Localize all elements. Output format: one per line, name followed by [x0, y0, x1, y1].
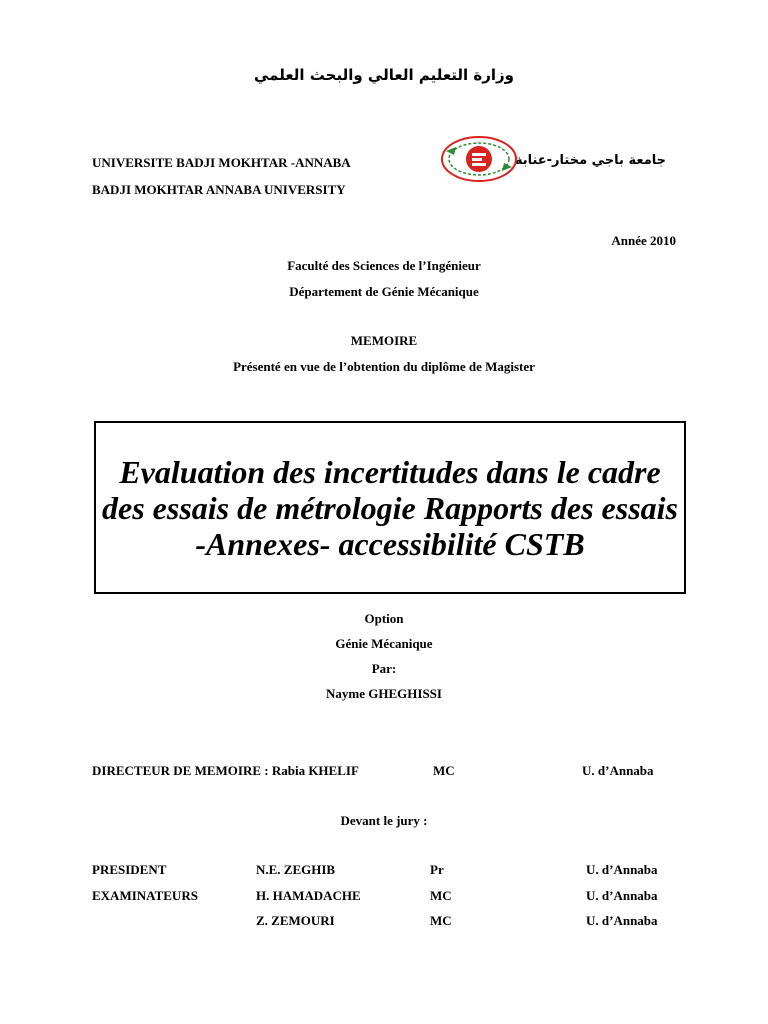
faculty: Faculté des Sciences de l’Ingénieur: [287, 258, 481, 273]
university-emblem-icon: [438, 133, 520, 185]
option-value: Génie Mécanique: [335, 636, 433, 651]
director-university: U. d’Annaba: [582, 763, 654, 778]
department: Département de Génie Mécanique: [289, 284, 479, 299]
jury-role: PRESIDENT: [92, 862, 167, 877]
jury-university: U. d’Annaba: [586, 862, 658, 877]
title-box: [94, 421, 686, 594]
year: Année 2010: [611, 233, 676, 248]
jury-grade: Pr: [430, 862, 444, 877]
university-name-fr: UNIVERSITE BADJI MOKHTAR -ANNABA: [92, 155, 351, 170]
jury-grade: MC: [430, 888, 452, 903]
jury-name: N.E. ZEGHIB: [256, 862, 336, 877]
author-name: Nayme GHEGHISSI: [326, 686, 442, 701]
document-type: MEMOIRE: [350, 333, 418, 348]
jury-grade: MC: [430, 913, 452, 928]
jury-role: EXAMINATEURS: [92, 888, 198, 903]
ministry-title: وزارة التعليم العالي والبحث العلمي: [253, 66, 515, 84]
jury-university: U. d’Annaba: [586, 913, 658, 928]
jury-name: Z. ZEMOURI: [256, 913, 335, 928]
director-grade: MC: [433, 763, 455, 778]
by-label: Par:: [371, 661, 397, 676]
university-name-ar: جامعة باجي مختار-عنابة: [514, 153, 666, 168]
option-label: Option: [364, 611, 404, 626]
thesis-title: Evaluation des incertitudes dans le cadre des essais de métrologie Rapports des essais -Annexes- accessibilité CSTB: [102, 453, 678, 562]
jury-name: H. HAMADACHE: [256, 888, 361, 903]
jury-university: U. d’Annaba: [586, 888, 658, 903]
document-purpose: Présenté en vue de l’obtention du diplôme de Magister: [233, 359, 535, 374]
university-name-en: BADJI MOKHTAR ANNABA UNIVERSITY: [92, 182, 346, 197]
jury-label: Devant le jury :: [340, 813, 428, 828]
director-label: DIRECTEUR DE MEMOIRE : Rabia KHELIF: [92, 763, 359, 778]
